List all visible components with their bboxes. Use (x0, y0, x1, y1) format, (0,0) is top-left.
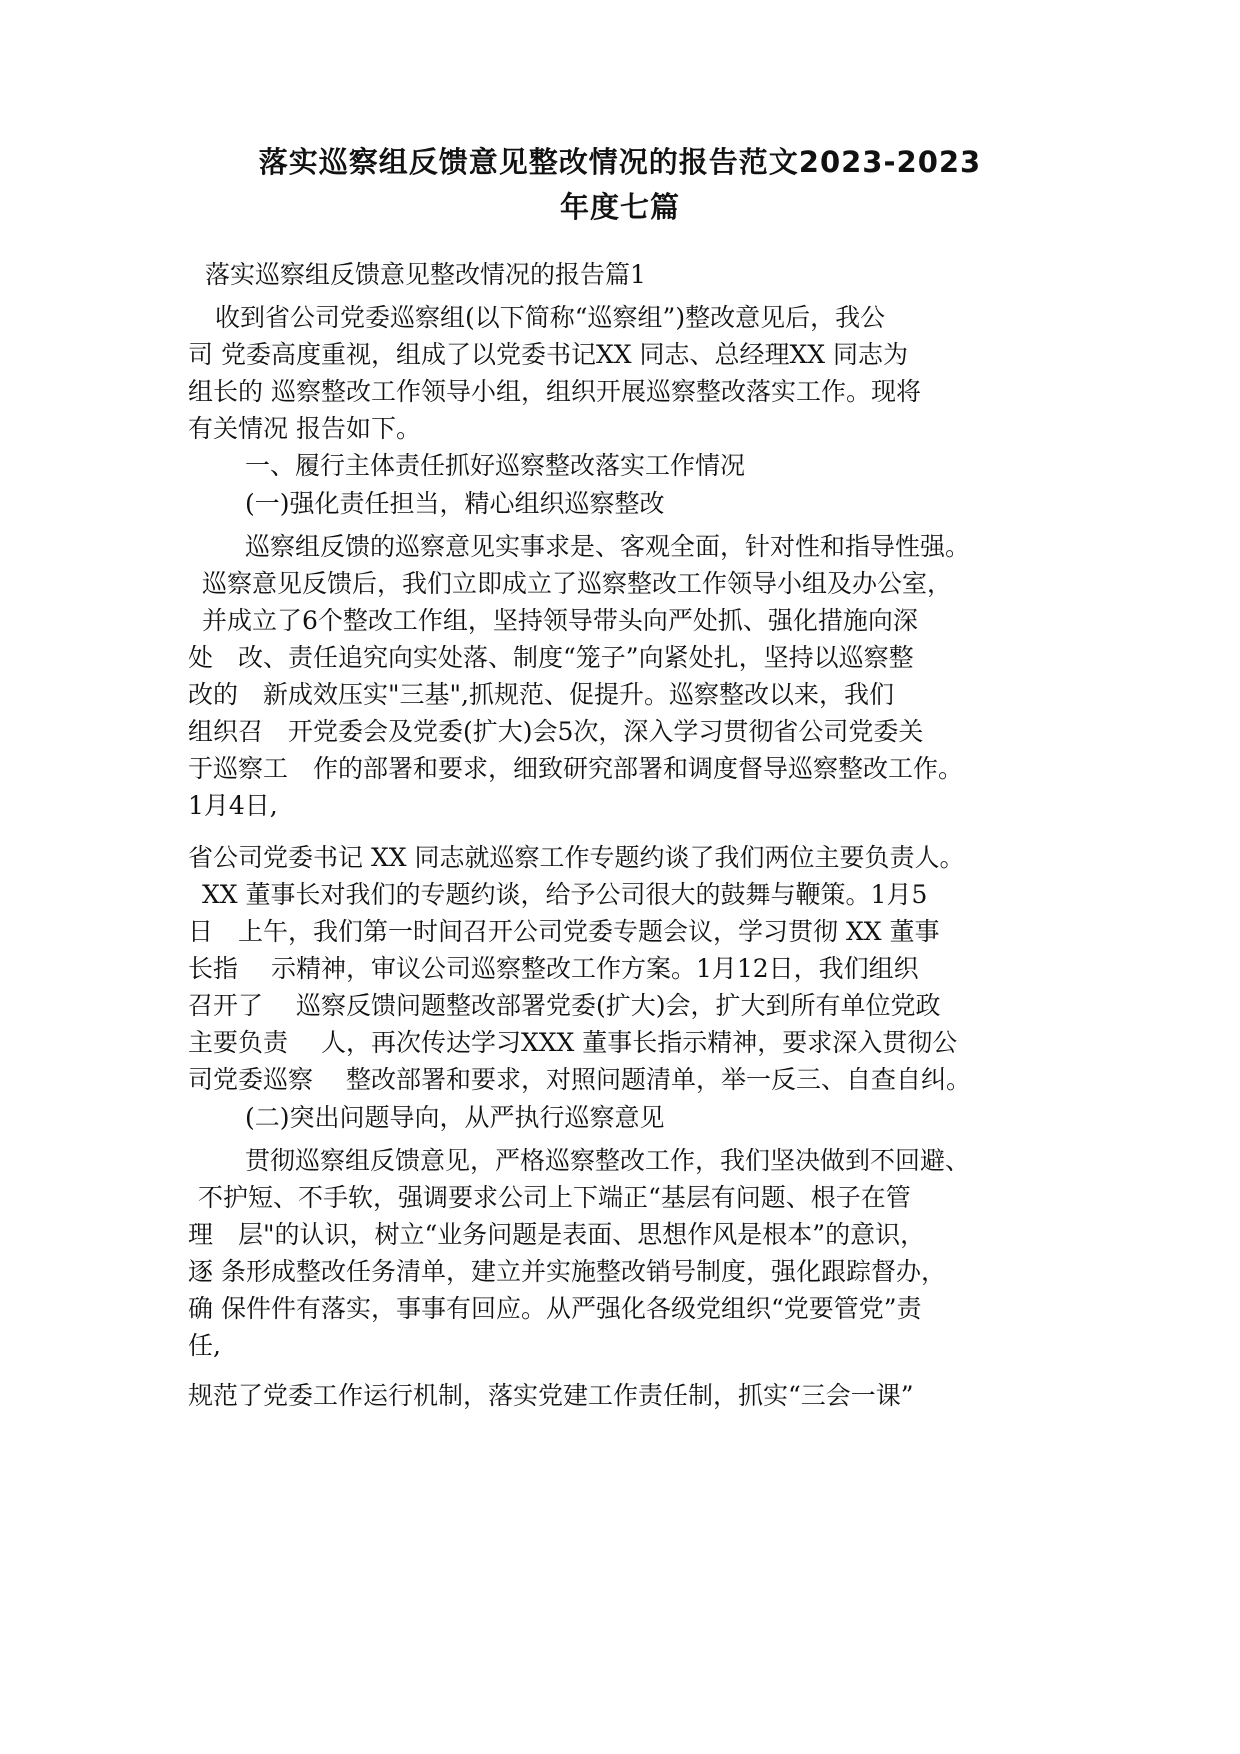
body-line: 召开了 巡察反馈问题整改部署党委(扩大)会，扩大到所有单位党政 (188, 991, 941, 1020)
body-line: 省公司党委书记 XX 同志就巡察工作专题约谈了我们两位主要负责人。 (188, 843, 965, 872)
body-line: 日 上午，我们第一时间召开公司党委专题会议，学习贯彻 XX 董事 (188, 917, 940, 946)
body-line: XX 董事长对我们的专题约谈，给予公司很大的鼓舞与鞭策。1月5 (202, 880, 928, 909)
body-line: 不护短、不手软，强调要求公司上下端正“基层有问题、根子在管 (198, 1183, 911, 1212)
body-line: 组织召 开党委会及党委(扩大)会5次，深入学习贯彻省公司党委关 (188, 717, 924, 746)
document-title-line-2: 年度七篇 (559, 190, 680, 224)
body-line: 逐 条形成整改任务清单，建立并实施整改销号制度，强化跟踪督办， (188, 1257, 946, 1286)
body-line: 主要负责 人，再次传达学习XXX 董事长指示精神，要求深入贯彻公 (188, 1028, 958, 1057)
body-line: 于巡察工 作的部署和要求，细致研究部署和调度督导巡察整改工作。 (188, 754, 964, 783)
body-line: 司 党委高度重视，组成了以党委书记XX 同志、总经理XX 同志为 (188, 340, 909, 369)
body-line: 组长的 巡察整改工作领导小组，组织开展巡察整改落实工作。现将 (188, 377, 921, 406)
body-line: 有关情况 报告如下。 (188, 414, 421, 443)
body-line: 规范了党委工作运行机制，落实党建工作责任制，抓实“三会一课” (188, 1381, 914, 1410)
body-line: 并成立了6个整改工作组，坚持领导带头向严处抓、强化措施向深 (202, 606, 918, 635)
document-title-line-1: 落实巡察组反馈意见整改情况的报告范文2023-2023 (258, 145, 982, 179)
body-line: 确 保件件有落实，事事有回应。从严强化各级党组织“党要管党”责 (188, 1294, 922, 1323)
body-line: 巡察意见反馈后，我们立即成立了巡察整改工作领导小组及办公室， (202, 569, 953, 598)
body-line: 收到省公司党委巡察组(以下简称“巡察组”)整改意见后，我公 (215, 303, 886, 332)
body-line: 司党委巡察 整改部署和要求，对照问题清单，举一反三、自查自纠。 (188, 1065, 971, 1094)
body-line: 长指 示精神，审议公司巡察整改工作方案。1月12日，我们组织 (188, 954, 919, 983)
body-line: 改的 新成效压实"三基",抓规范、促提升。巡察整改以来，我们 (188, 680, 894, 709)
body-line: 处 改、责任追究向实处落、制度“笼子”向紧处扎，坚持以巡察整 (188, 643, 914, 672)
body-line: 任, (188, 1331, 221, 1360)
heading-level-2: (一)强化责任担当，精心组织巡察整改 (245, 489, 665, 518)
body-line: 理 层"的认识，树立“业务问题是表面、思想作风是根本”的意识， (188, 1220, 926, 1249)
heading-level-1: 一、履行主体责任抓好巡察整改落实工作情况 (245, 451, 746, 480)
body-line: 巡察组反馈的巡察意见实事求是、客观全面，针对性和指导性强。 (245, 532, 971, 561)
body-line: 1月4日, (188, 791, 278, 820)
body-line: 贯彻巡察组反馈意见，严格巡察整改工作，我们坚决做到不回避、 (245, 1146, 971, 1175)
heading-level-2: (二)突出问题导向，从严执行巡察意见 (245, 1103, 665, 1132)
section-title: 落实巡察组反馈意见整改情况的报告篇1 (205, 260, 646, 289)
